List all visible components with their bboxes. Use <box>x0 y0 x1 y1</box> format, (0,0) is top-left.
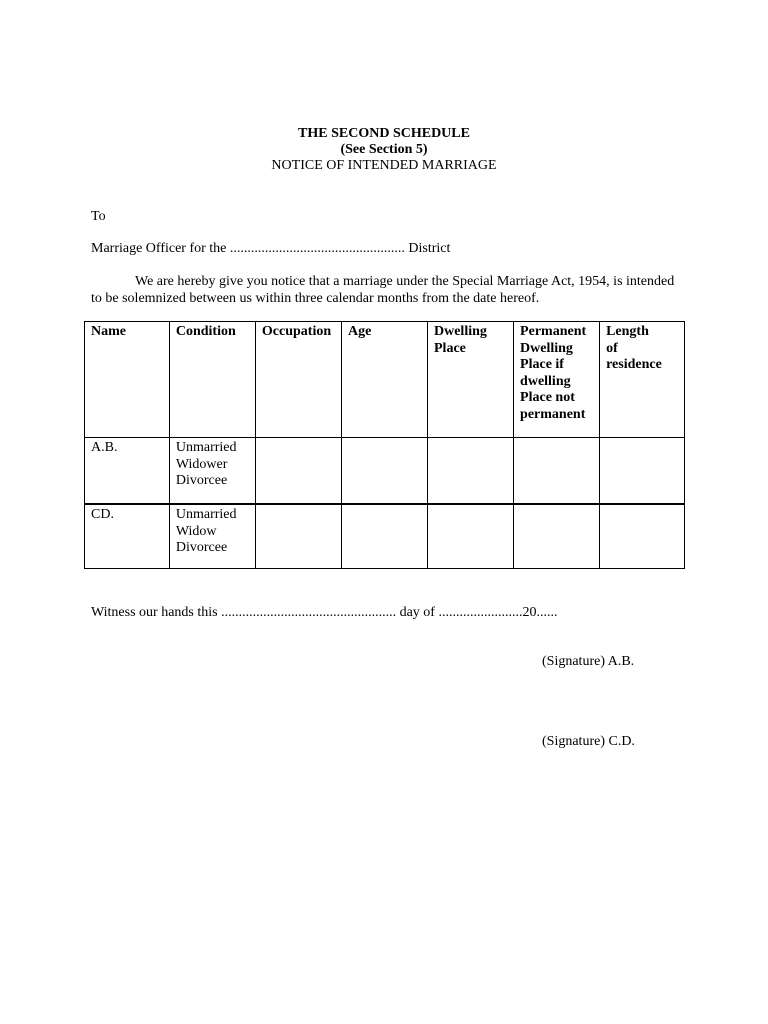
cell-age-cd <box>341 505 427 569</box>
header-age: Age <box>341 322 427 438</box>
cell-name-cd: CD. <box>85 505 170 569</box>
cell-length-cd <box>600 505 685 569</box>
cell-condition-cd: Unmarried Widow Divorcee <box>169 505 255 569</box>
table-header-row <box>85 322 685 438</box>
schedule-title: THE SECOND SCHEDULE <box>298 126 470 141</box>
cell-permanent-cd <box>514 505 600 569</box>
witness-line: Witness our hands this .................................................. day of ........................20...... <box>91 605 558 620</box>
marriage-officer-line: Marriage Officer for the .................................................. District <box>91 241 451 256</box>
table-row <box>85 505 685 569</box>
signature-ab: (Signature) A.B. <box>542 654 635 669</box>
signature-cd: (Signature) C.D. <box>542 734 635 749</box>
section-reference: (See Section 5) <box>340 142 428 157</box>
header-dwelling-place: Dwelling Place <box>428 322 514 438</box>
cell-dwelling-cd <box>428 505 514 569</box>
cell-name-ab: A.B. <box>85 438 170 504</box>
cell-condition-ab: Unmarried Widower Divorcee <box>169 438 255 504</box>
header-condition: Condition <box>169 322 255 438</box>
cell-length-ab <box>600 438 685 504</box>
cell-age-ab <box>341 438 427 504</box>
cell-occupation-cd <box>255 505 341 569</box>
cell-dwelling-ab <box>428 438 514 504</box>
addressee-to: To <box>91 209 106 224</box>
header-permanent-dwelling: Permanent Dwelling Place if dwelling Place not permanent <box>514 322 600 438</box>
particulars-table <box>84 321 685 569</box>
header-length-of-residence: Length of residence <box>600 322 685 438</box>
cell-permanent-ab <box>514 438 600 504</box>
header-name: Name <box>85 322 170 438</box>
header-occupation: Occupation <box>255 322 341 438</box>
notice-subtitle: NOTICE OF INTENDED MARRIAGE <box>271 158 497 173</box>
table-row <box>85 438 685 504</box>
cell-occupation-ab <box>255 438 341 504</box>
notice-paragraph: We are hereby give you notice that a marriage under the Special Marriage Act, 1954, is intended to be solemnized between us within three calendar months from the date hereof. <box>91 274 675 306</box>
